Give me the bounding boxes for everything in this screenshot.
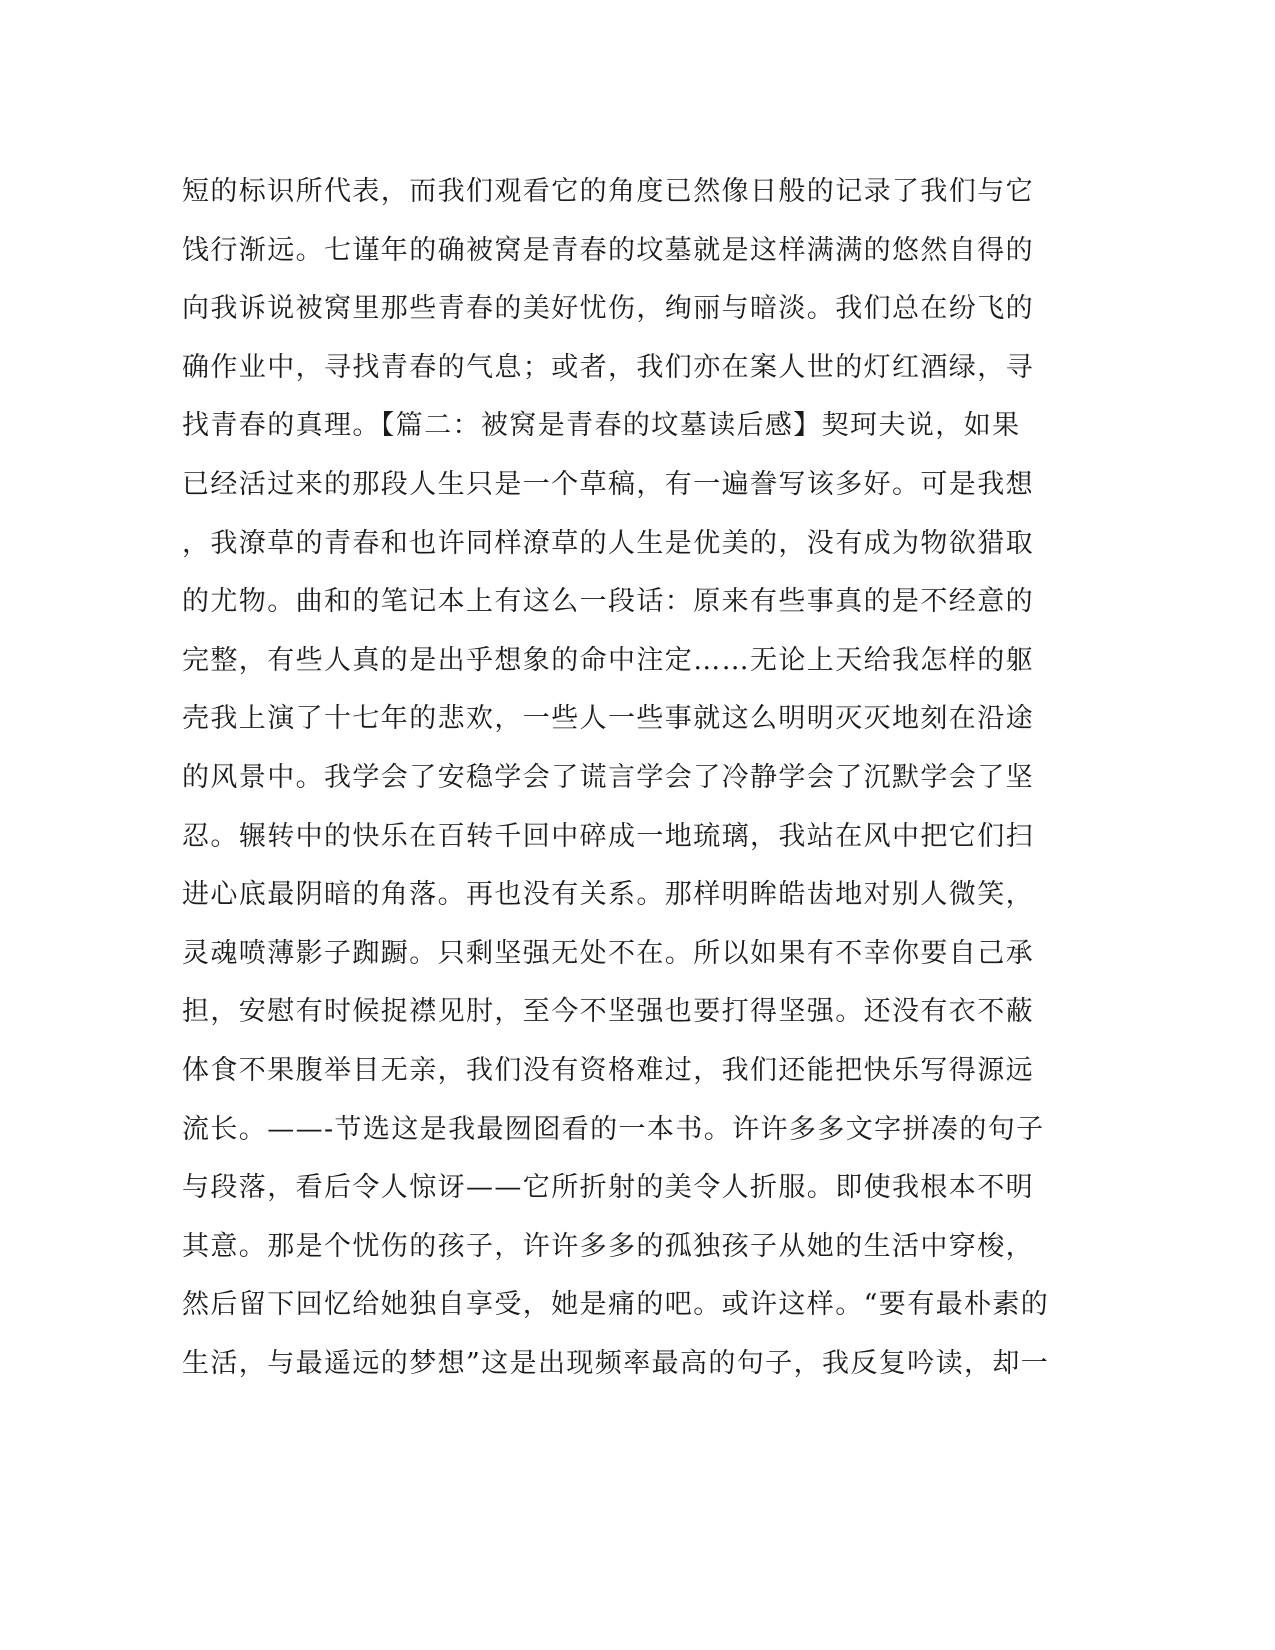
text-line: 短的标识所代表，而我们观看它的角度已然像日般的记录了我们与它 (182, 176, 1034, 207)
text-line: 向我诉说被窝里那些青春的美好忧伤，绚丽与暗淡。我们总在纷飞的 (182, 293, 1034, 325)
body-text (182, 163, 1050, 1393)
text-line: 找青春的真理。【篇二：被窝是青春的坟墓读后感】契珂夫说，如果 (182, 410, 1021, 442)
text-line: 担，安慰有时候捉襟见肘，至今不坚强也要打得坚强。还没有衣不蔽 (182, 996, 1034, 1028)
text-line: 进心底最阴暗的角落。再也没有关系。那样明眸皓齿地对别人微笑， (182, 879, 1034, 911)
text-line: 的尤物。曲和的笔记本上有这么一段话：原来有些事真的是不经意的 (182, 586, 1034, 618)
text-line: 忍。辗转中的快乐在百转千回中碎成一地琉璃，我站在风中把它们扫 (182, 820, 1034, 852)
text-line: 的风景中。我学会了安稳学会了谎言学会了冷静学会了沉默学会了坚 (182, 761, 1034, 793)
text-line: 完整，有些人真的是出乎想象的命中注定……无论上天给我怎样的躯 (182, 644, 1034, 676)
text-line: 其意。那是个忧伤的孩子，许许多多的孤独孩子从她的生活中穿梭， (182, 1230, 1034, 1262)
text-line: 体食不果腹举目无亲，我们没有资格难过，我们还能把快乐写得源远 (182, 1054, 1034, 1086)
text-line: 流长。——-节选这是我最囫囵看的一本书。许许多多文字拼凑的句子 (182, 1113, 1045, 1145)
text-line: 壳我上演了十七年的悲欢，一些人一些事就这么明明灭灭地刻在沿途 (182, 703, 1034, 735)
text-line: 已经活过来的那段人生只是一个草稿，有一遍誊写该多好。可是我想 (182, 468, 1034, 500)
text-line: 灵魂喷薄影子踟蹰。只剩坚强无处不在。所以如果有不幸你要自己承 (182, 937, 1034, 969)
text-line: 确作业中，寻找青春的气息；或者，我们亦在案人世的灯红酒绿，寻 (182, 351, 1034, 383)
text-line: 然后留下回忆给她独自享受，她是痛的吧。或许这样。“要有最朴素的 (182, 1289, 1050, 1321)
text-line: 饯行渐远。七谨年的确被窝是青春的坟墓就是这样满满的悠然自得的 (182, 234, 1034, 266)
text-line: 生活，与最遥远的梦想”这是出现频率最高的句子，我反复吟读，却一 (182, 1347, 1050, 1379)
text-line: ，我潦草的青春和也许同样潦草的人生是优美的，没有成为物欲猎取 (182, 527, 1034, 559)
text-line: 与段落，看后令人惊讶——它所折射的美令人折服。即使我根本不明 (182, 1172, 1034, 1204)
